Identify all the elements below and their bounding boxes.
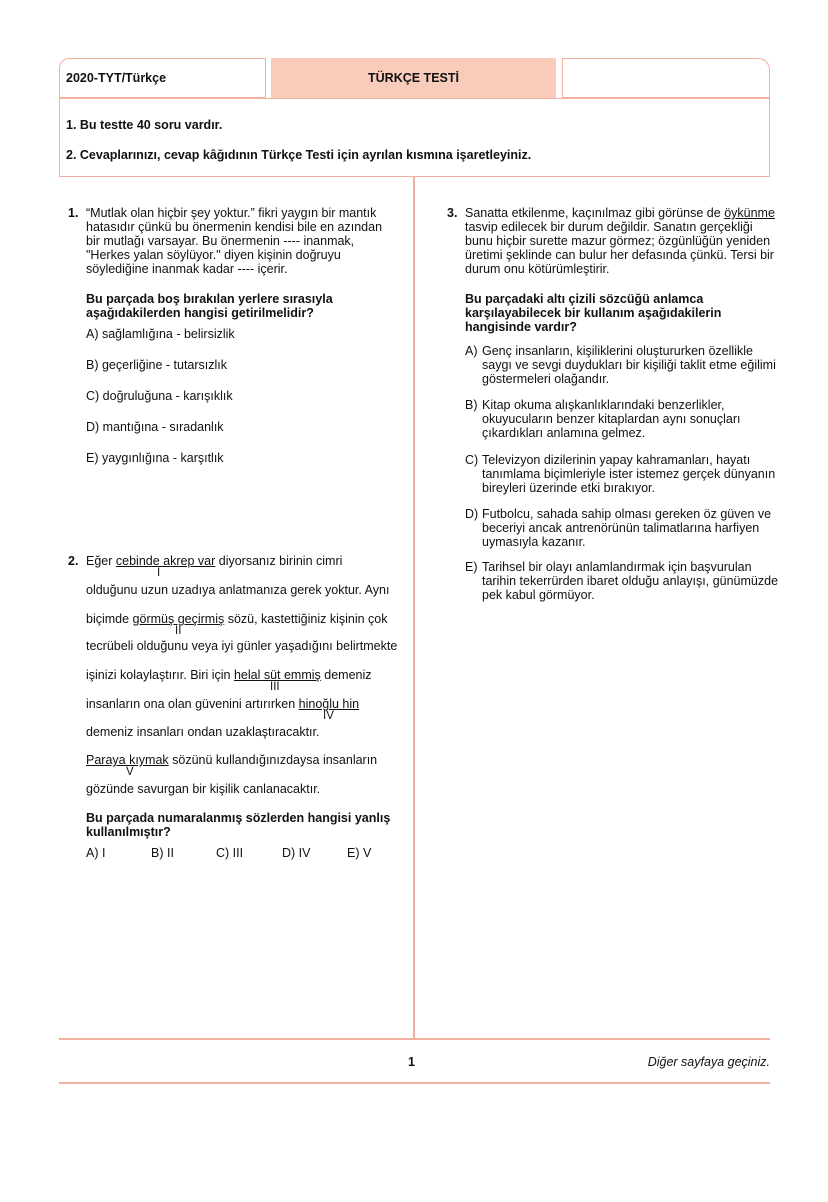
option-text: Genç insanların, kişiliklerini oluştururken özellikle saygı ve sevgi duydukları bir kişiliği taklit etme eğilimi göstermeleri olağandır. bbox=[482, 344, 776, 386]
test-title: TÜRKÇE TESTİ bbox=[271, 58, 556, 98]
option-letter: D) bbox=[465, 507, 479, 521]
q3-question: Bu parçadaki altı çizili sözcüğü anlamca karşılayabilecek bir kullanım aşağıdakilerin hangisinde vardır? bbox=[465, 292, 722, 334]
q2-line-5 bbox=[86, 668, 372, 682]
text: demeniz bbox=[320, 668, 372, 682]
option-letter: C) bbox=[465, 453, 479, 467]
q2-line-1 bbox=[86, 554, 342, 568]
option-text: Kitap okuma alışkanlıklarındaki benzerlikler, okuyucuların benzer kitaplardan aynı sonuçları çıkardıkları anlamına gelmez. bbox=[482, 398, 741, 440]
roman-numeral-2: II bbox=[175, 625, 182, 637]
text: diyorsanız birinin cimri bbox=[215, 554, 343, 568]
q2-option-b[interactable]: B) II bbox=[151, 846, 174, 860]
q2-option-c[interactable]: C) III bbox=[216, 846, 244, 860]
option-letter: B) bbox=[465, 398, 478, 412]
q2-option-a[interactable]: A) I bbox=[86, 846, 106, 860]
roman-numeral-3: III bbox=[270, 681, 280, 693]
next-page-note: Diğer sayfaya geçiniz. bbox=[647, 1055, 770, 1069]
text: biçimde bbox=[86, 612, 133, 626]
column-divider bbox=[413, 177, 415, 1038]
q2-question: Bu parçada numaralanmış sözlerden hangisi yanlış kullanılmıştır? bbox=[86, 811, 391, 839]
text: Sanatta etkilenme, kaçınılmaz gibi görünse de bbox=[465, 206, 725, 220]
q1-option-a[interactable]: A) sağlamlığına - belirsizlik bbox=[86, 327, 235, 341]
q1-number: 1. bbox=[68, 206, 79, 220]
q2-line-7: demeniz insanları ondan uzaklaştıracaktır. bbox=[86, 725, 320, 739]
q2-line-8 bbox=[86, 753, 377, 767]
q2-line-4: tecrübeli olduğunu veya iyi günler yaşadığını belirtmekte bbox=[86, 639, 398, 653]
text: tasvip edilecek bir durum değildir. Sanatın gerçekliği bunu hiçbir surette mazur görmez; özgünlüğün yeniden üretimi şeklinde can bulur her defasında çünkü. Tersi bir durum onu kötürümleştirir. bbox=[465, 220, 774, 276]
text: işinizi kolaylaştırır. Biri için bbox=[86, 668, 234, 682]
header-right-box bbox=[562, 58, 770, 98]
q1-option-d[interactable]: D) mantığına - sıradanlık bbox=[86, 420, 224, 434]
q1-passage: “Mutlak olan hiçbir şey yoktur.” fikri yaygın bir mantık hatasıdır çünkü bu önermenin kendisi bile en azından bir mutlağı varsayar. Bu önermenin ---- inanmak, "Herkes yalan söylüyor." diyen kişinin doğruyu söylediğine inanmak kadar ---- içerir. bbox=[86, 206, 383, 276]
instruction-1: 1. Bu testte 40 soru vardır. bbox=[66, 118, 223, 132]
q2-option-e[interactable]: E) V bbox=[347, 846, 372, 860]
text: Eğer bbox=[86, 554, 116, 568]
option-text: Tarihsel bir olayı anlamlandırmak için başvurulan tarihin tekerrürden ibaret olduğu anlayışı, günümüzde pek kabul görmüyor. bbox=[482, 560, 779, 602]
q1-option-c[interactable]: C) doğruluğuna - karışıklık bbox=[86, 389, 233, 403]
underlined-phrase-5: Paraya kıymak bbox=[86, 753, 169, 767]
instruction-2: 2. Cevaplarınızı, cevap kâğıdının Türkçe Testi için ayrılan kısmına işaretleyiniz. bbox=[66, 148, 532, 162]
q2-line-3 bbox=[86, 612, 388, 626]
footer-rule-top bbox=[59, 1038, 770, 1040]
underlined-phrase-3: helal süt emmiş bbox=[233, 668, 321, 682]
q2-line-9: gözünde savurgan bir kişilik canlanacaktır. bbox=[86, 782, 321, 796]
q1-question: Bu parçada boş bırakılan yerlere sırasıyla aşağıdakilerden hangisi getirilmelidir? bbox=[86, 292, 333, 320]
q2-option-d[interactable]: D) IV bbox=[282, 846, 311, 860]
roman-numeral-5: V bbox=[126, 766, 134, 778]
q2-number: 2. bbox=[68, 554, 79, 568]
underlined-phrase-2: görmüş geçirmiş bbox=[132, 612, 225, 626]
roman-numeral-4: IV bbox=[323, 710, 334, 722]
text: insanların ona olan güvenini artırırken bbox=[86, 697, 299, 711]
page-number: 1 bbox=[408, 1055, 415, 1069]
q1-option-b[interactable]: B) geçerliğine - tutarsızlık bbox=[86, 358, 228, 372]
text: sözü, kastettiğiniz kişinin çok bbox=[224, 612, 388, 626]
underlined-phrase-4: hinoğlu hin bbox=[298, 697, 360, 711]
q2-line-2: olduğunu uzun uzadıya anlatmanıza gerek yoktur. Aynı bbox=[86, 583, 390, 597]
underlined-word: öykünme bbox=[724, 206, 775, 220]
instructions-box bbox=[59, 98, 770, 177]
option-letter: E) bbox=[465, 560, 478, 574]
text: sözünü kullandığınızdaysa insanların bbox=[168, 753, 378, 767]
underlined-phrase-1: cebinde akrep var bbox=[115, 554, 216, 568]
q1-option-e[interactable]: E) yaygınlığına - karşıtlık bbox=[86, 451, 224, 465]
q2-line-6 bbox=[86, 697, 359, 711]
footer-rule-bottom bbox=[59, 1082, 770, 1084]
roman-numeral-1: I bbox=[157, 567, 161, 579]
option-text: Televizyon dizilerinin yapay kahramanları, hayatı tanımlama biçimleriyle ister istemez gerçek dünyanın bireyleri üzerinde etki bırakıyor. bbox=[482, 453, 776, 495]
option-letter: A) bbox=[465, 344, 478, 358]
option-text: Futbolcu, sahada sahip olması gereken öz güven ve beceriyi ancak antrenörünün talimatlarına harfiyen uymasıyla kazanır. bbox=[482, 507, 772, 549]
exam-code: 2020-TYT/Türkçe bbox=[59, 58, 266, 98]
q3-number: 3. bbox=[447, 206, 458, 220]
q3-passage bbox=[465, 206, 780, 276]
